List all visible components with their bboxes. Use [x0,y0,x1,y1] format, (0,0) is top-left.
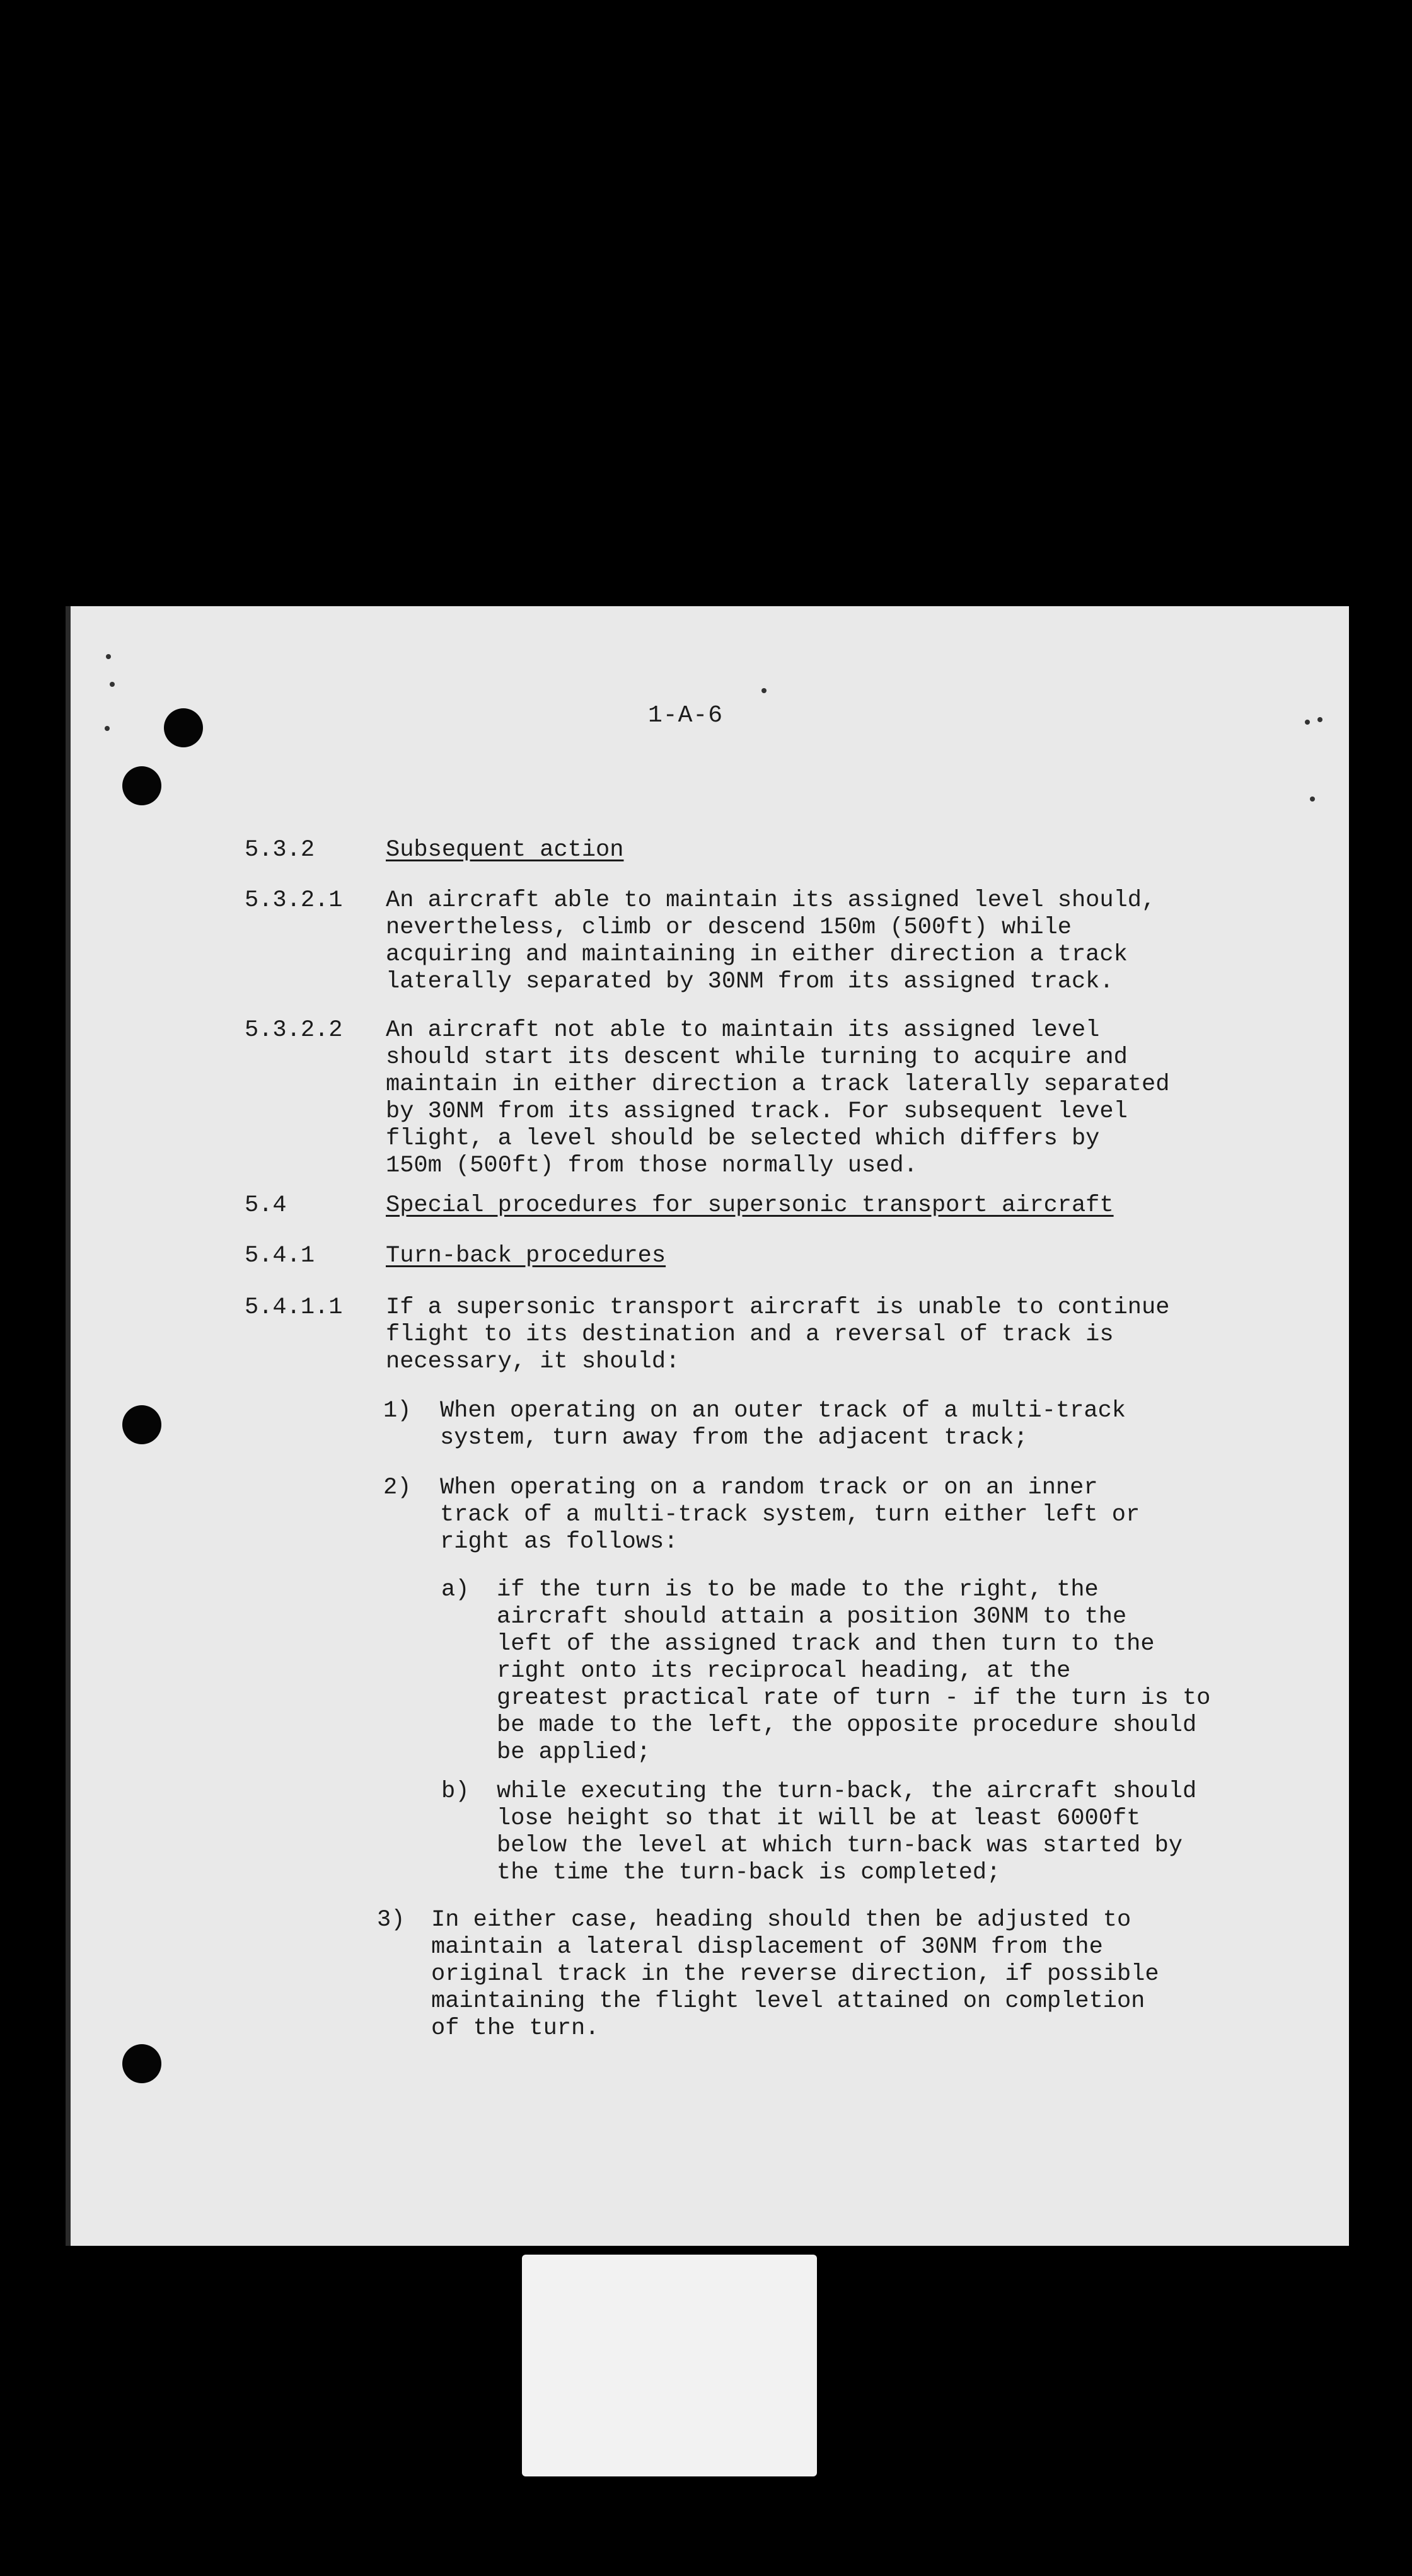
list-item-label: 3) [377,1907,405,1933]
list-item-text: When operating on a random track or on an inner track of a multi-track system, turn either left or right as follows: [440,1475,1140,1555]
section-heading: Subsequent action [386,837,624,863]
list-item-label: a) [441,1577,470,1603]
section-paragraph: An aircraft not able to maintain its assigned level should start its descent while turning to acquire and maintain in either direction a track laterally separated by 30NM from its assigned track. For subsequent level flight, a level should be selected which differs by 150m (500ft) from those normally used. [386,1017,1170,1179]
punch-hole [122,1405,161,1444]
section-number: 5.4.1.1 [245,1294,343,1321]
scan-speck [110,682,115,687]
list-item-text: if the turn is to be made to the right, the aircraft should attain a position 30NM to the left of the assigned track and then turn to the right onto its reciprocal heading, at the greatest practical rate of turn - if the turn is to be made to the left, the opposite procedure should be applied; [497,1577,1211,1766]
section-number: 5.4.1 [245,1243,315,1269]
list-item-label: 2) [383,1475,412,1501]
list-item-label: b) [441,1778,470,1805]
punch-hole [122,766,161,805]
paper-stub [522,2255,817,2476]
punch-hole [164,708,203,747]
section-heading: Turn-back procedures [386,1243,666,1269]
section-number: 5.3.2 [245,837,315,863]
section-paragraph: If a supersonic transport aircraft is unable to continue flight to its destination and a reversal of track is necessary, it should: [386,1294,1170,1375]
list-item-label: 1) [383,1398,412,1424]
punch-hole [122,2044,161,2083]
scan-speck [1310,796,1315,802]
list-item-text: When operating on an outer track of a multi-track system, turn away from the adjacent track; [440,1398,1126,1451]
list-item-text: In either case, heading should then be adjusted to maintain a lateral displacement of 30NM from the original track in the reverse direction, if possible maintaining the flight level attained on completion of the turn. [431,1907,1159,2042]
scan-speck [761,688,767,693]
list-item-text: while executing the turn-back, the aircraft should lose height so that it will be at least 6000ft below the level at which turn-back was started by the time the turn-back is completed; [497,1778,1197,1886]
section-number: 5.3.2.1 [245,887,343,914]
scan-speck [1317,717,1322,722]
section-paragraph: An aircraft able to maintain its assigned level should, nevertheless, climb or descend 150m (500ft) while acquiring and maintaining in either direction a track laterally separated by 30NM from its assigned track. [386,887,1156,995]
scan-speck [105,726,110,731]
document-page [66,606,1349,2246]
scan-speck [106,654,111,659]
section-number: 5.4 [245,1192,287,1219]
section-heading: Special procedures for supersonic transport aircraft [386,1192,1114,1219]
scan-speck [1305,720,1310,725]
page-number: 1-A-6 [648,702,724,729]
section-number: 5.3.2.2 [245,1017,343,1044]
